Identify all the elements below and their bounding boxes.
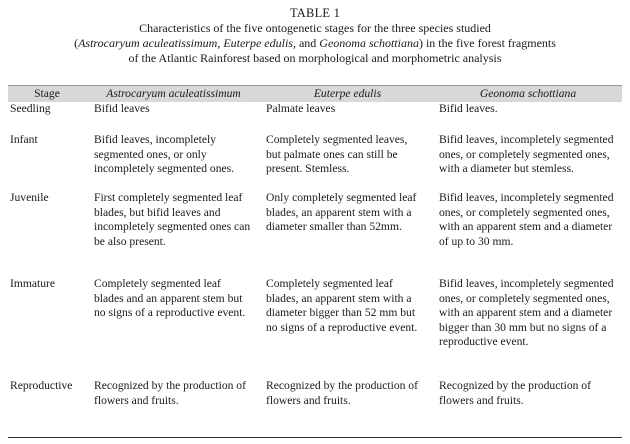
euterpe-cell: Recognized by the production of flowers and fruits.	[266, 379, 418, 407]
caption-species-astrocaryum: Astrocaryum aculeatissimum	[78, 36, 218, 50]
header-euterpe: Euterpe edulis	[313, 86, 382, 100]
euterpe-cell: Palmate leaves	[266, 102, 336, 115]
table-caption	[0, 0, 630, 66]
geonoma-cell: Recognized by the production of flowers and fruits.	[439, 379, 591, 407]
caption-line-2-rest: ) in the five forest fragments	[418, 36, 556, 50]
geonoma-cell: Bifid leaves.	[439, 102, 498, 115]
caption-species-euterpe: Euterpe edulis	[223, 36, 293, 50]
euterpe-cell: Completely segmented leaf blades, an apparent stem with a diameter bigger than 52 mm but no signs of a reproductive event.	[266, 277, 418, 334]
table-row-juvenile	[8, 191, 622, 277]
euterpe-cell: Completely segmented leaves, but palmate ones can still be present. Stemless.	[266, 133, 408, 176]
euterpe-cell: Only completely segmented leaf blades, an apparent stem with a diameter smaller than 52mm.	[266, 191, 417, 234]
table-row-seedling	[8, 102, 622, 133]
table-label: TABLE 1	[289, 6, 341, 20]
geonoma-cell: Bifid leaves, incompletely segmented ones, or completely segmented ones, with an apparent stem and a diameter of up to 30 mm.	[439, 191, 614, 248]
astrocaryum-cell: First completely segmented leaf blades, but bifid leaves and incompletely segmented ones can be also present.	[94, 191, 251, 248]
stage-cell: Reproductive	[10, 379, 73, 392]
stage-cell: Infant	[10, 133, 38, 146]
geonoma-cell: Bifid leaves, incompletely segmented ones, or completely segmented ones, with a diameter but stemless.	[439, 133, 614, 176]
table-row-infant	[8, 133, 622, 191]
stage-cell: Seedling	[10, 102, 51, 115]
table-header-row	[8, 86, 622, 102]
table-row-immature	[8, 277, 622, 379]
table-row-reproductive	[8, 379, 622, 419]
astrocaryum-cell: Bifid leaves	[94, 102, 150, 115]
header-astrocaryum: Astrocaryum aculeatissimum	[106, 86, 241, 100]
caption-open-paren: (	[74, 36, 79, 50]
geonoma-cell: Bifid leaves, incompletely segmented ones, or completely segmented ones, with an apparent stem and a diameter bigger than 30 mm but no signs of a reproductive event.	[439, 277, 614, 349]
astrocaryum-cell: Completely segmented leaf blades and an apparent stem but no signs of a reproductive event.	[94, 277, 246, 320]
caption-species-geonoma: Geonoma schottiana	[319, 36, 419, 50]
stage-cell: Immature	[10, 277, 56, 290]
caption-line-1: Characteristics of the five ontogenetic stages for the three species studied	[139, 21, 491, 35]
stages-table	[8, 86, 622, 419]
astrocaryum-cell: Recognized by the production of flowers and fruits.	[94, 379, 246, 407]
astrocaryum-cell: Bifid leaves, incompletely segmented ones, or only incompletely segmented ones.	[94, 133, 235, 176]
caption-separator-1: ,	[217, 36, 224, 50]
caption-line-3: of the Atlantic Rainforest based on morphological and morphometric analysis	[128, 51, 502, 65]
table-bottom-rule	[8, 437, 622, 438]
stage-cell: Juvenile	[10, 191, 49, 204]
header-stage: Stage	[34, 86, 60, 100]
caption-line-2	[0, 36, 630, 51]
header-geonoma: Geonoma schottiana	[479, 86, 577, 100]
caption-separator-2: , and	[292, 36, 320, 50]
